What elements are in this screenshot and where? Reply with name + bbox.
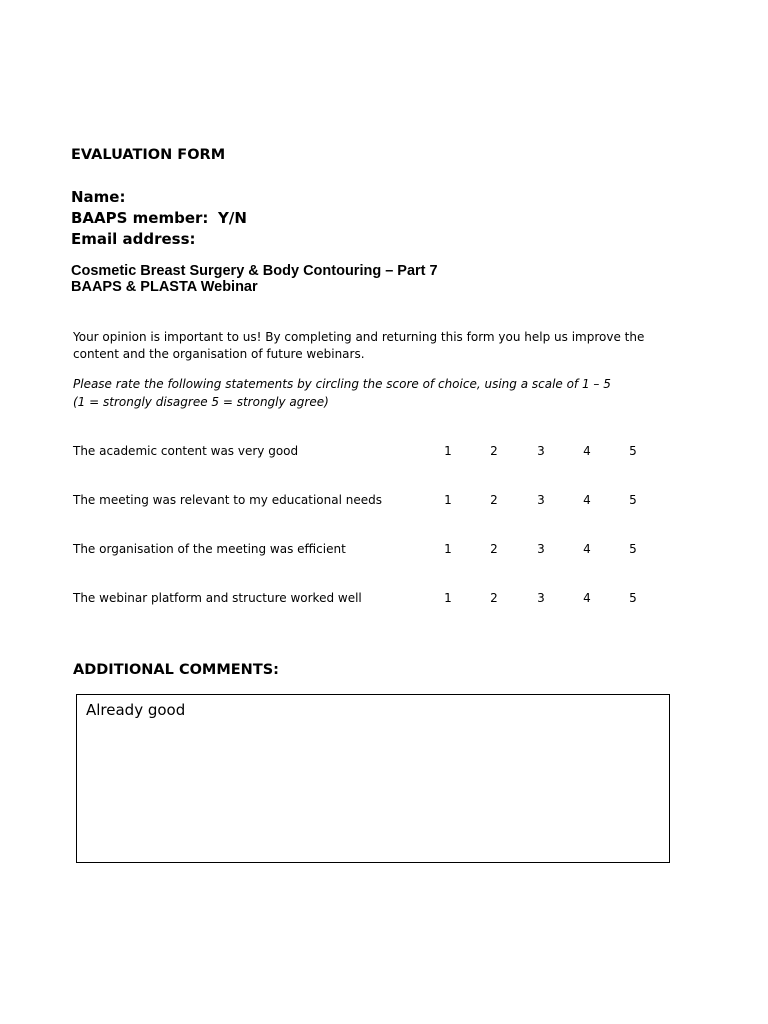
score-option[interactable]: 5	[629, 542, 637, 556]
score-option[interactable]: 3	[537, 542, 545, 556]
intro-paragraph: Your opinion is important to us! By completing and returning this form you help us improve the content and the organisation of future webinars.	[73, 330, 645, 361]
member-yes-no: Y/N	[218, 209, 247, 227]
score-option[interactable]: 4	[583, 444, 591, 458]
score-option[interactable]: 5	[629, 493, 637, 507]
score-option[interactable]: 1	[444, 542, 452, 556]
score-option[interactable]: 4	[583, 591, 591, 605]
member-field	[71, 209, 247, 227]
score-option[interactable]: 3	[537, 591, 545, 605]
statement-label: The webinar platform and structure worked well	[73, 591, 362, 605]
member-field-label: BAAPS member:	[71, 209, 209, 227]
score-option[interactable]: 1	[444, 444, 452, 458]
score-option[interactable]: 2	[490, 444, 498, 458]
score-option[interactable]: 3	[537, 444, 545, 458]
score-option[interactable]: 4	[583, 493, 591, 507]
rating-scale-legend: (1 = strongly disagree 5 = strongly agree)	[73, 395, 329, 409]
comments-textbox[interactable]	[76, 694, 670, 863]
score-option[interactable]: 4	[583, 542, 591, 556]
course-subtitle: BAAPS & PLASTA Webinar	[71, 279, 258, 295]
statement-label: The meeting was relevant to my educational needs	[73, 493, 382, 507]
rating-instruction: Please rate the following statements by circling the score of choice, using a scale of 1 – 5	[73, 377, 611, 391]
score-option[interactable]: 3	[537, 493, 545, 507]
statement-label: The academic content was very good	[73, 444, 299, 458]
statement-label: The organisation of the meeting was efficient	[73, 542, 346, 556]
name-field-label: Name:	[71, 188, 126, 206]
score-option[interactable]: 1	[444, 591, 452, 605]
course-title: Cosmetic Breast Surgery & Body Contouring – Part 7	[71, 263, 438, 279]
score-option[interactable]: 2	[490, 493, 498, 507]
score-option[interactable]: 5	[629, 444, 637, 458]
comments-text[interactable]: Already good	[86, 701, 186, 719]
form-title: EVALUATION FORM	[71, 147, 226, 163]
score-option[interactable]: 2	[490, 591, 498, 605]
score-option[interactable]: 1	[444, 493, 452, 507]
score-option[interactable]: 2	[490, 542, 498, 556]
score-option[interactable]: 5	[629, 591, 637, 605]
email-field-label: Email address:	[71, 230, 196, 248]
comments-heading: ADDITIONAL COMMENTS:	[73, 662, 279, 678]
